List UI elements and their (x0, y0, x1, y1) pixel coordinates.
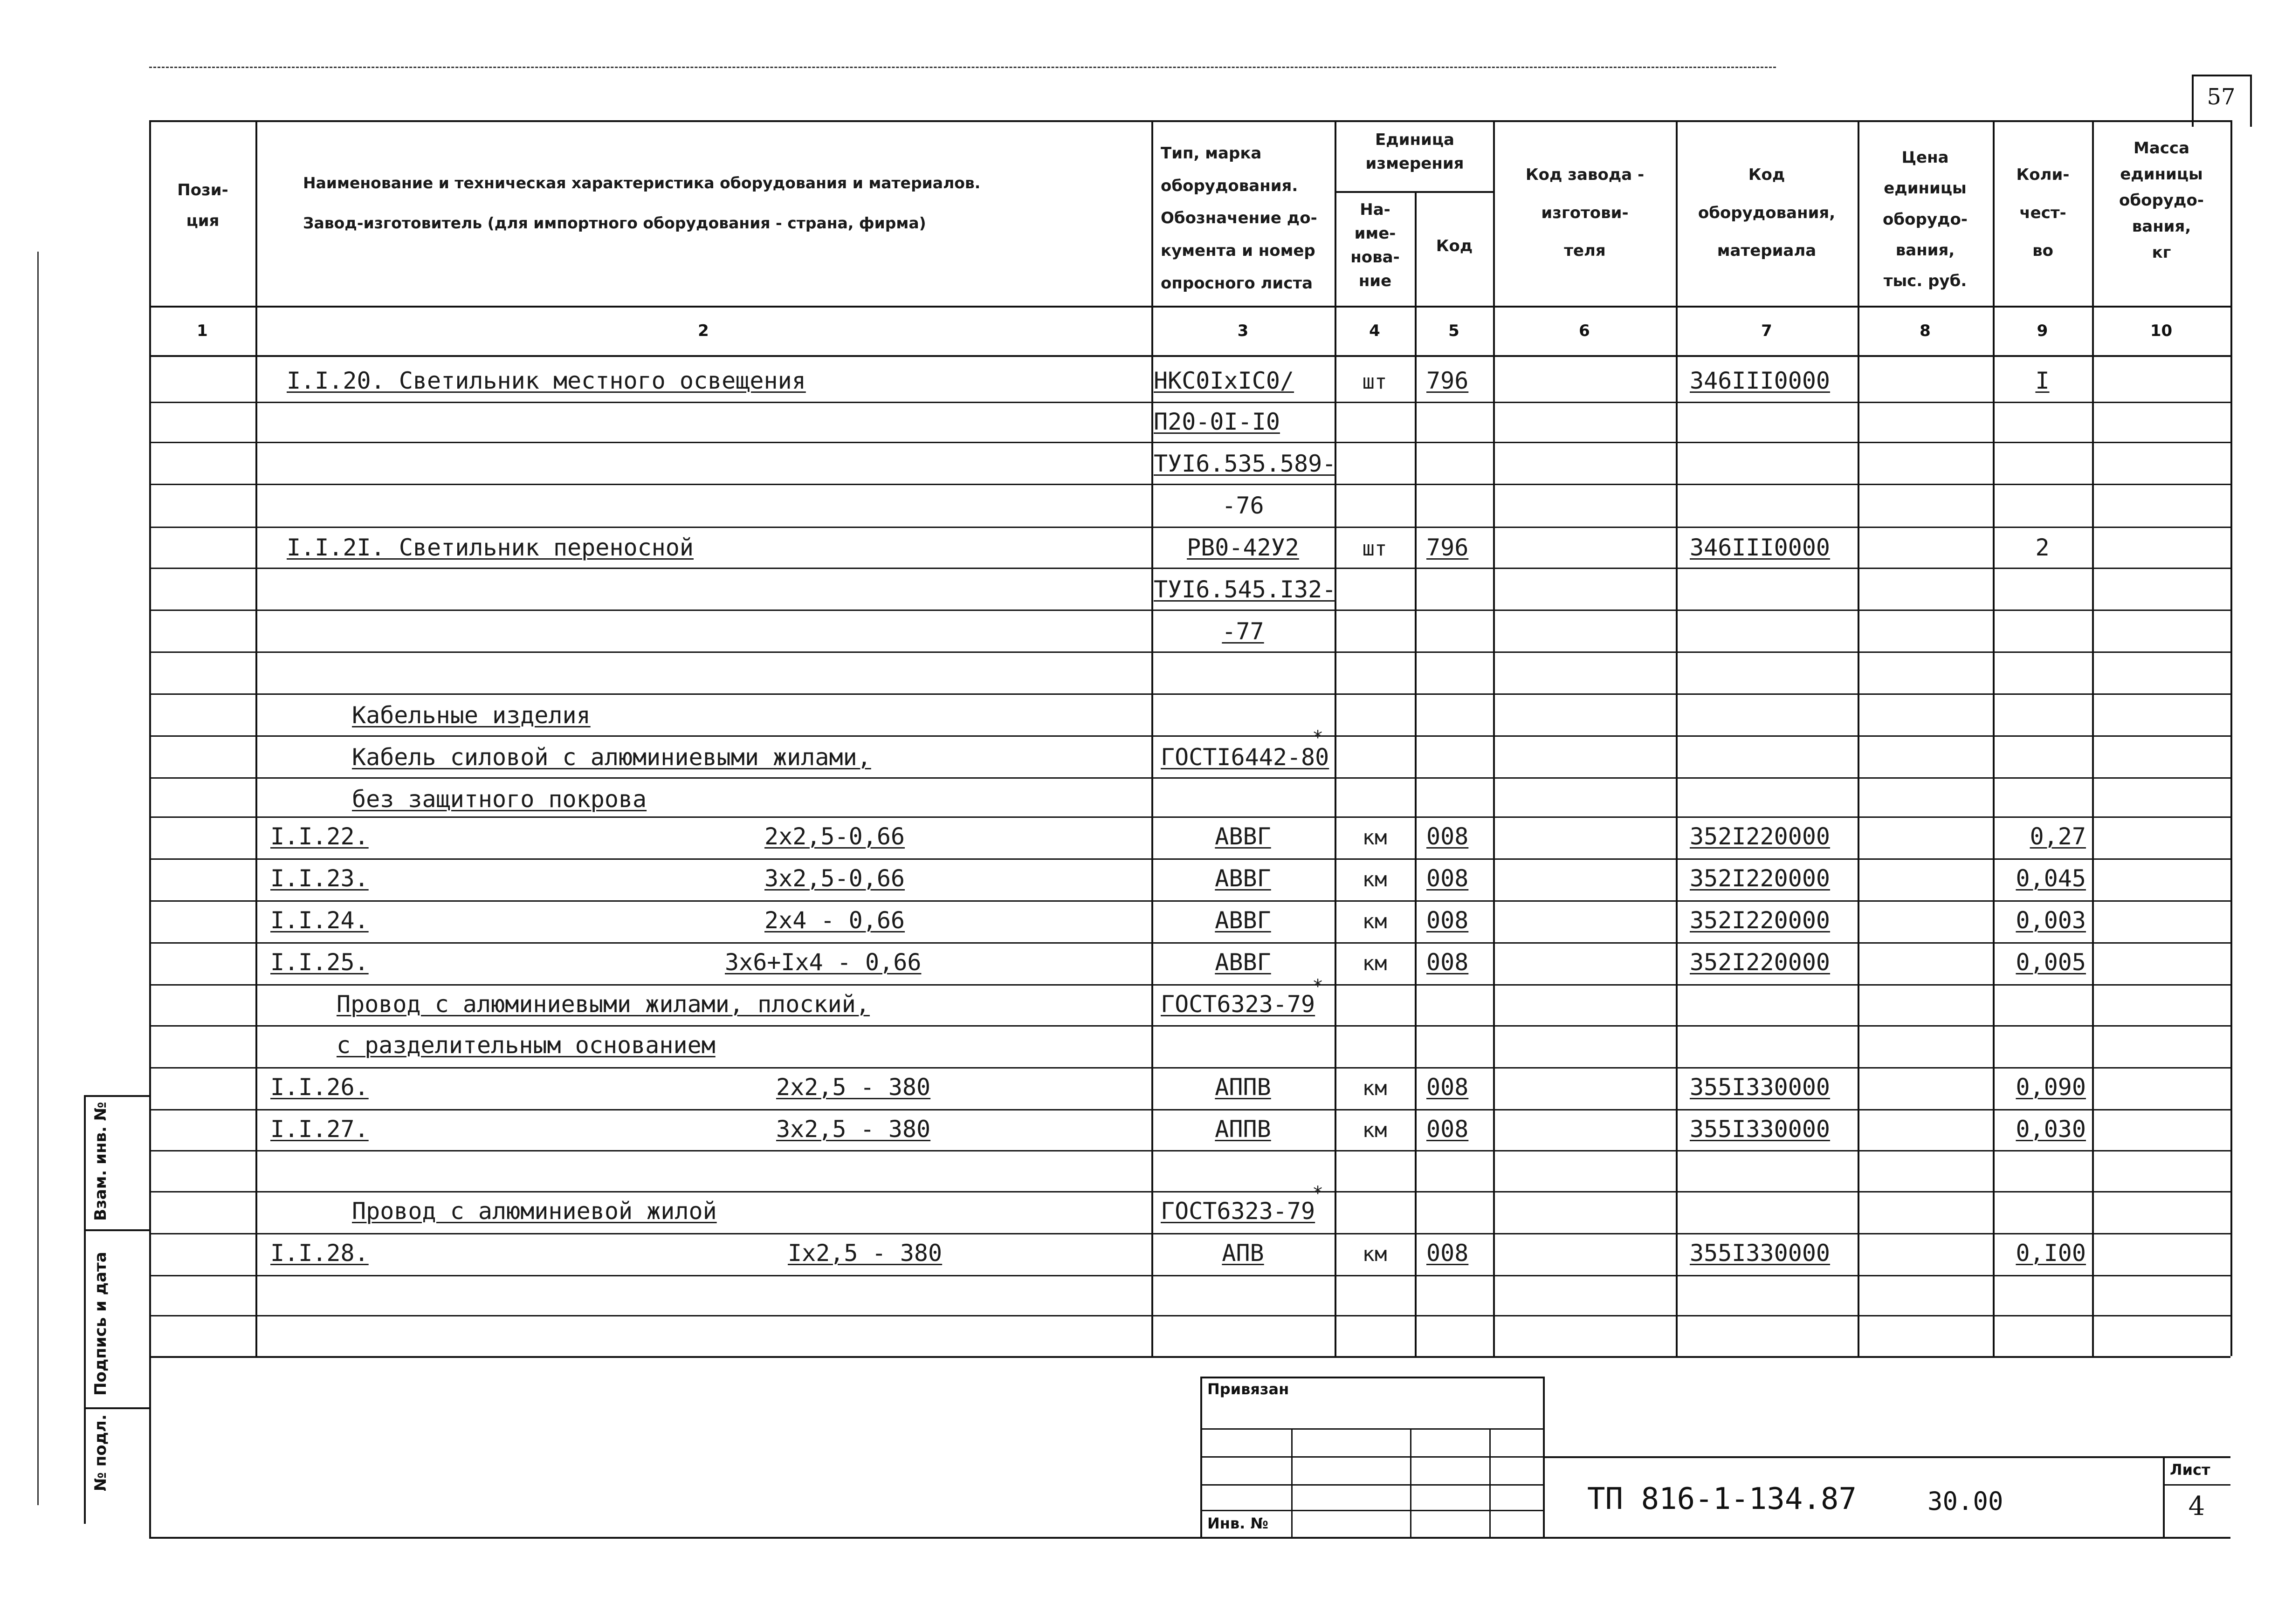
section-code: 30.00 (1927, 1487, 2003, 1516)
item-code: 355I330000 (1690, 1240, 1831, 1267)
item-quantity: I (2035, 367, 2050, 394)
item-code: 352I220000 (1690, 865, 1831, 892)
item-position: I.I.23. (270, 865, 369, 892)
header-unit-group: Единица измерения (1365, 130, 1464, 173)
asterisk-mark: * (1312, 976, 1324, 997)
item-quantity: 2 (2035, 534, 2050, 561)
header-price: Цена единицы оборудо- вания, тыс. руб. (1883, 148, 1968, 291)
item-unit-code: 008 (1426, 1116, 1469, 1143)
item-type: АВВГ (1215, 823, 1271, 850)
item-name: I.I.2I. Светильник переносной (287, 534, 694, 561)
item-quantity: 0,090 (2016, 1074, 2086, 1101)
item-position: I.I.28. (270, 1240, 369, 1267)
item-name: Кабель силовой с алюминиевыми жилами, (352, 744, 871, 771)
header-mass: Масса единицы оборудо- вания, кг (2119, 139, 2204, 262)
header-name: Наименование и техническая характеристика оборудования и материалов. Завод-изготовитель (для импортного оборудования - страна, фирма) (303, 174, 981, 232)
item-unit: км (1362, 952, 1387, 975)
column-number-7: 7 (1761, 322, 1772, 340)
column-number-4: 4 (1369, 322, 1380, 340)
item-type: РВ0-42У2 (1187, 534, 1299, 561)
item-unit: км (1362, 868, 1387, 891)
item-quantity: 0,005 (2016, 949, 2086, 976)
item-quantity: 0,003 (2016, 907, 2086, 934)
item-unit-code: 008 (1426, 1074, 1469, 1101)
item-unit: км (1362, 1118, 1387, 1142)
bound-label: Привязан (1207, 1380, 1289, 1398)
column-number-5: 5 (1448, 322, 1459, 340)
item-type: АВВГ (1215, 949, 1271, 976)
item-unit: км (1362, 826, 1387, 850)
column-number-3: 3 (1237, 322, 1249, 340)
header-position: Пози- ция (177, 181, 228, 231)
header-type: Тип, марка оборудования. Обозначение до- кумента и номер опросного листа (1161, 144, 1317, 293)
item-quantity: 0,030 (2016, 1116, 2086, 1143)
item-unit-code: 008 (1426, 907, 1469, 934)
asterisk-mark: * (1312, 727, 1324, 748)
column-number-9: 9 (2037, 322, 2048, 340)
item-name: Провод с алюминиевой жилой (352, 1198, 717, 1225)
stamp-signature-date: Подпись и дата (91, 1252, 110, 1396)
header-unit-code: Код (1436, 237, 1473, 255)
item-unit-code: 008 (1426, 865, 1469, 892)
item-code: 355I330000 (1690, 1116, 1831, 1143)
item-code: 352I220000 (1690, 907, 1831, 934)
stamp-replace-inv-no: Взам. инв. № (91, 1102, 110, 1221)
item-type: П20-0I-I0 (1154, 408, 1280, 435)
item-type: АВВГ (1215, 907, 1271, 934)
item-type: АППВ (1215, 1074, 1271, 1101)
sheet-label: Лист (2170, 1461, 2210, 1479)
item-unit-code: 008 (1426, 949, 1469, 976)
item-name: с разделительным основанием (337, 1032, 716, 1059)
asterisk-mark: * (1312, 1183, 1324, 1204)
item-code: 352I220000 (1690, 823, 1831, 850)
item-position: I.I.27. (270, 1116, 369, 1143)
item-type: ГОСТ6323-79 (1161, 1198, 1315, 1225)
header-quantity: Коли- чест- во (2016, 165, 2070, 260)
column-number-1: 1 (197, 322, 208, 340)
item-spec: Iх2,5 - 380 (788, 1240, 943, 1267)
item-unit-code: 796 (1426, 534, 1469, 561)
header-equipment-code: Код оборудования, материала (1698, 165, 1836, 260)
section-heading: Кабельные изделия (352, 702, 591, 729)
item-type: НКС0IхIС0/ (1154, 367, 1294, 394)
item-position: I.I.25. (270, 949, 369, 976)
stamp-original-no: № подл. (91, 1414, 110, 1491)
item-name: без защитного покрова (352, 786, 647, 813)
column-number-6: 6 (1579, 322, 1590, 340)
page-corner-number: 57 (2207, 84, 2236, 110)
item-unit-code: 008 (1426, 1240, 1469, 1267)
item-type: ГОСТ6323-79 (1161, 991, 1315, 1018)
inventory-label: Инв. № (1207, 1514, 1268, 1532)
header-plant-code: Код завода - изготови- теля (1525, 165, 1645, 260)
item-spec: 2х4 - 0,66 (764, 907, 905, 934)
document-designation: ТП 816-1-134.87 (1587, 1482, 1857, 1516)
header-unit-name: На- име- нова- ние (1350, 200, 1400, 290)
item-unit-code: 008 (1426, 823, 1469, 850)
item-type: АВВГ (1215, 865, 1271, 892)
item-position: I.I.22. (270, 823, 369, 850)
item-name: Провод с алюминиевыми жилами, плоский, (337, 991, 870, 1018)
item-type: ТУI6.545.I32- (1154, 576, 1336, 603)
item-type: ГОСТI6442-80 (1161, 744, 1329, 771)
item-code: 352I220000 (1690, 949, 1831, 976)
item-code: 346III0000 (1690, 534, 1831, 561)
column-number-10: 10 (2150, 322, 2173, 340)
column-number-8: 8 (1920, 322, 1931, 340)
item-spec: 2х2,5 - 380 (776, 1074, 931, 1101)
item-type: -76 (1222, 492, 1264, 519)
item-unit-code: 796 (1426, 367, 1469, 394)
item-quantity: 0,045 (2016, 865, 2086, 892)
item-unit: км (1362, 1242, 1387, 1266)
item-unit: шт (1362, 370, 1387, 394)
item-type: АПВ (1222, 1240, 1264, 1267)
item-code: 355I330000 (1690, 1074, 1831, 1101)
item-spec: 2х2,5-0,66 (764, 823, 905, 850)
item-unit: шт (1362, 537, 1387, 561)
item-name: I.I.20. Светильник местного освещения (287, 367, 806, 394)
item-position: I.I.24. (270, 907, 369, 934)
item-code: 346III0000 (1690, 367, 1831, 394)
item-type: ТУI6.535.589- (1154, 450, 1336, 477)
column-number-2: 2 (698, 322, 709, 340)
item-spec: 3х6+Iх4 - 0,66 (725, 949, 922, 976)
item-quantity: 0,I00 (2016, 1240, 2086, 1267)
item-spec: 3х2,5 - 380 (776, 1116, 931, 1143)
item-position: I.I.26. (270, 1074, 369, 1101)
item-unit: км (1362, 1076, 1387, 1100)
item-quantity: 0,27 (2030, 823, 2086, 850)
sheet-number: 4 (2188, 1491, 2205, 1521)
item-type: -77 (1222, 618, 1264, 645)
item-unit: км (1362, 910, 1387, 933)
item-type: АППВ (1215, 1116, 1271, 1143)
item-spec: 3х2,5-0,66 (764, 865, 905, 892)
